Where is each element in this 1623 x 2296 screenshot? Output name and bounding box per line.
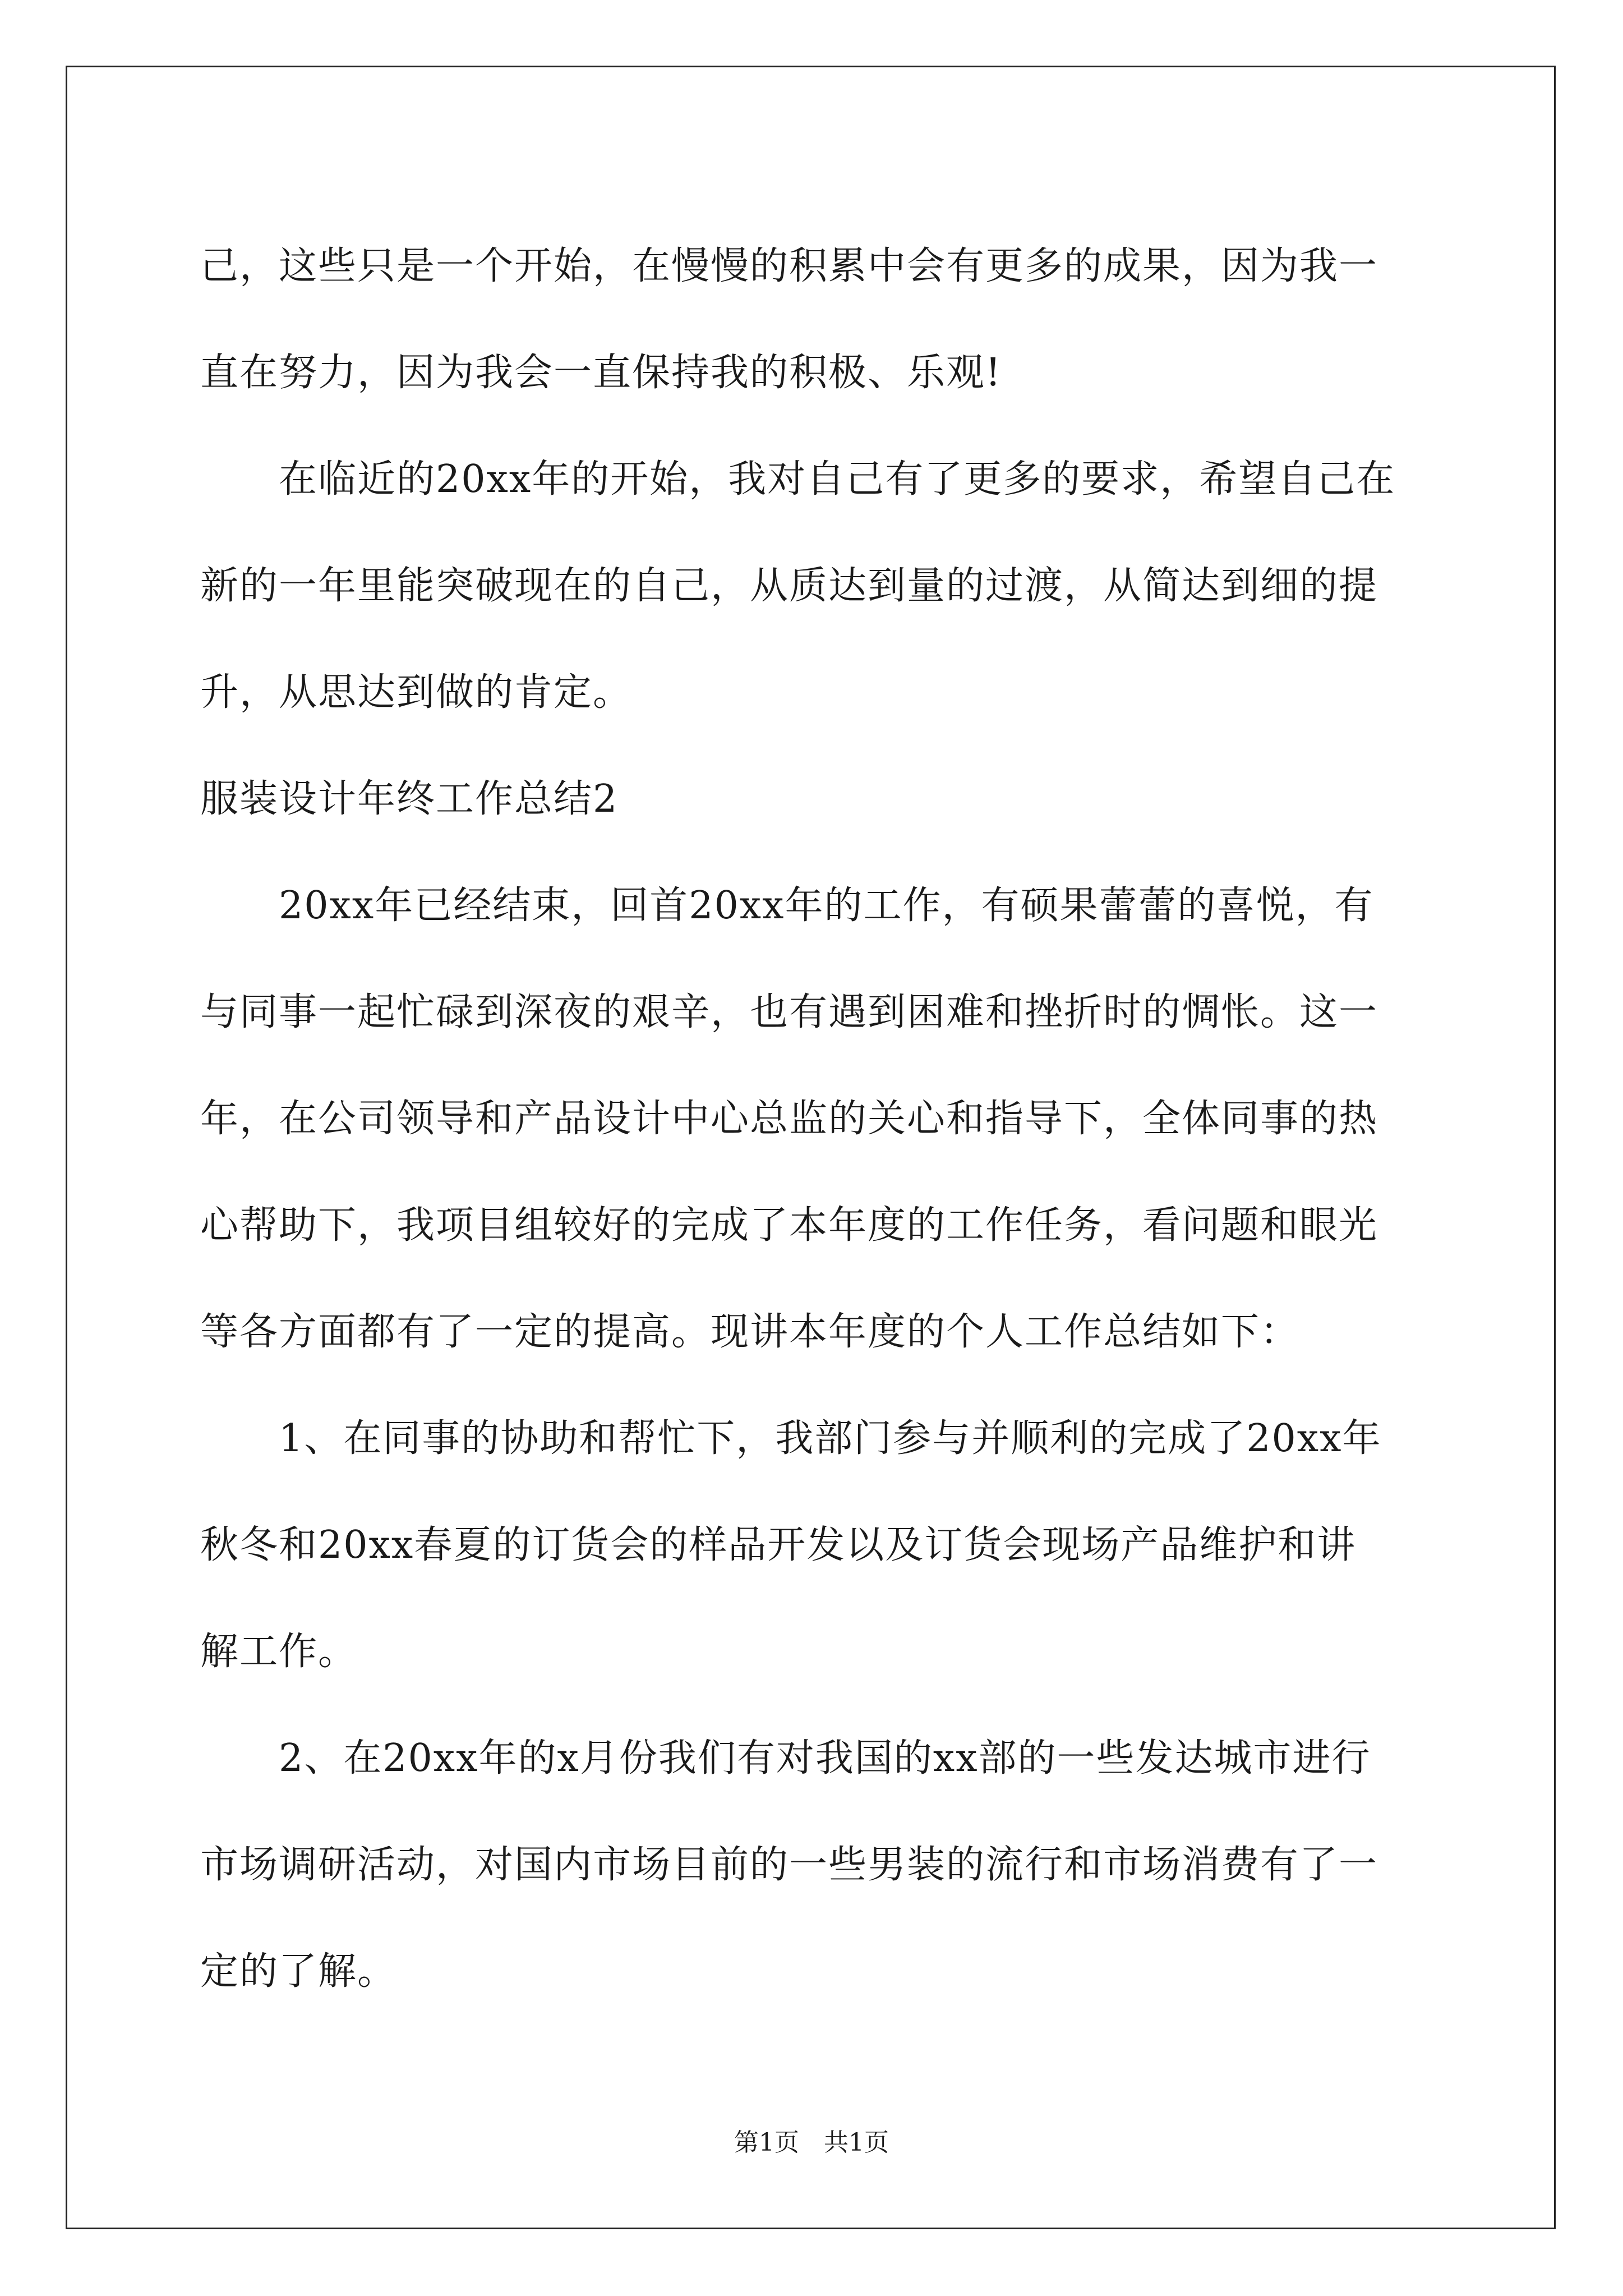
text-line: 1、在同事的协助和帮忙下，我部门参与并顺利的完成了20xx年 bbox=[279, 1416, 1382, 1461]
text-line: 定的了解。 bbox=[200, 1949, 397, 1994]
text-line: 等各方面都有了一定的提高。现讲本年度的个人工作总结如下： bbox=[200, 1310, 1300, 1354]
text-line: 新的一年里能突破现在的自己，从质达到量的过渡，从简达到细的提 bbox=[200, 564, 1378, 608]
text-line: 在临近的20xx年的开始，我对自己有了更多的要求，希望自己在 bbox=[279, 457, 1396, 501]
text-line: 直在努力，因为我会一直保持我的积极、乐观! bbox=[200, 351, 1002, 395]
text-line: 己，这些只是一个开始，在慢慢的积累中会有更多的成果，因为我一 bbox=[200, 244, 1378, 288]
text-line: 秋冬和20xx春夏的订货会的样品开发以及订货会现场产品维护和讲 bbox=[200, 1523, 1357, 1567]
text-line: 年，在公司领导和产品设计中心总监的关心和指导下，全体同事的热 bbox=[200, 1097, 1378, 1141]
text-line: 与同事一起忙碌到深夜的艰辛，也有遇到困难和挫折时的惆怅。这一 bbox=[200, 990, 1378, 1034]
text-line: 升，从思达到做的肯定。 bbox=[200, 670, 633, 715]
text-line: 心帮助下，我项目组较好的完成了本年度的工作任务，看问题和眼光 bbox=[200, 1203, 1378, 1248]
text-line: 20xx年已经结束，回首20xx年的工作，有硕果蕾蕾的喜悦，有 bbox=[279, 884, 1374, 928]
section-heading: 服装设计年终工作总结2 bbox=[200, 777, 619, 821]
text-line: 市场调研活动，对国内市场目前的一些男装的流行和市场消费有了一 bbox=[200, 1843, 1378, 1887]
text-line: 解工作。 bbox=[200, 1630, 358, 1674]
document-body bbox=[200, 213, 1423, 2025]
text-line: 2、在20xx年的x月份我们有对我国的xx部的一些发达城市进行 bbox=[279, 1736, 1371, 1780]
page-footer: 第1页 共1页 bbox=[734, 2128, 889, 2157]
